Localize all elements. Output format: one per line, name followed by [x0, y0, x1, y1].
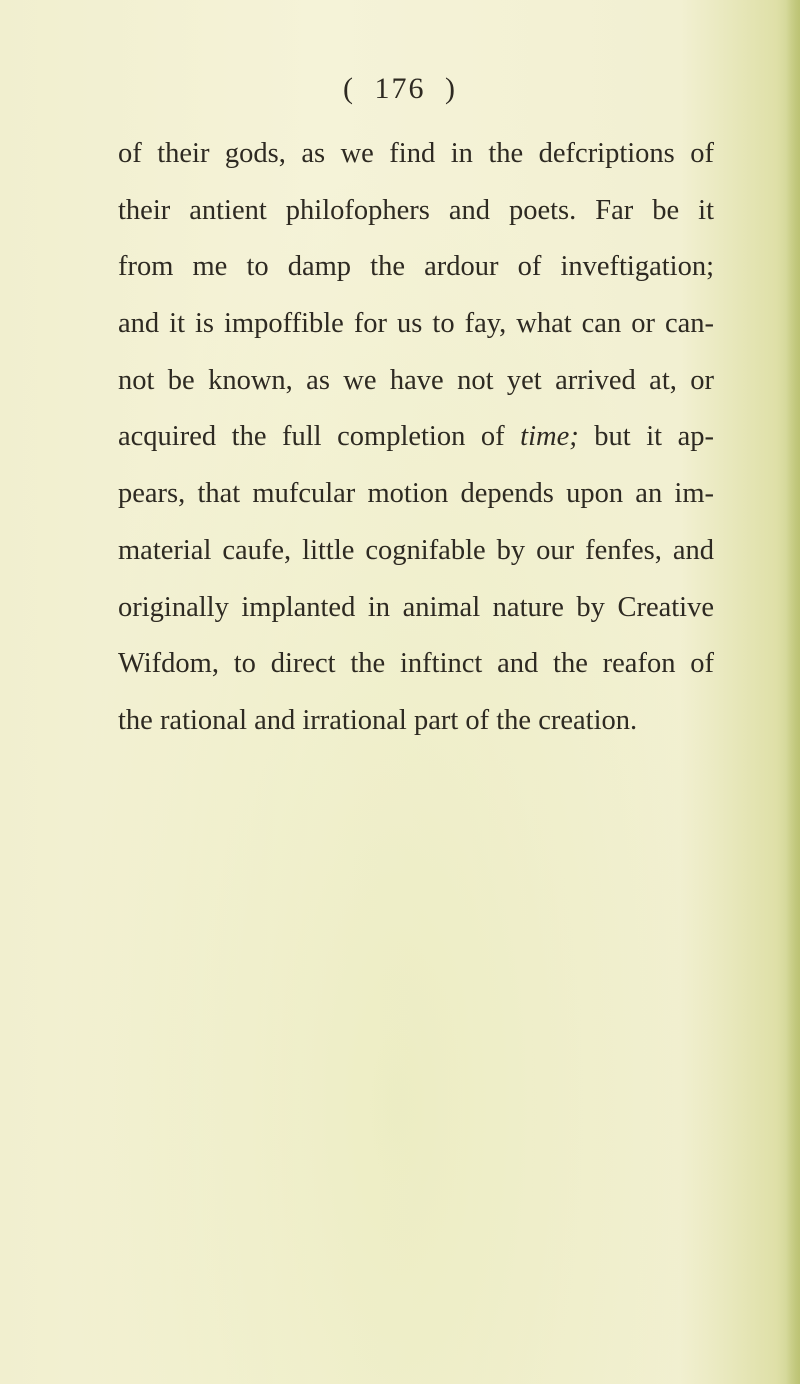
text-line-2: their antient philofophers and poets. Far be it	[118, 194, 714, 226]
text-line-4: and it is impoffible for us to fay, what can or can-	[118, 308, 714, 340]
text-line-10: Wifdom, to direct the inftinct and the reafon of	[118, 648, 714, 680]
text-line-1: of their gods, as we find in the defcriptions of	[118, 138, 714, 169]
body-paragraph	[118, 126, 714, 750]
text-line-7: pears, that mufcular motion depends upon an im-	[118, 478, 714, 510]
text-line-6-end: but it ap-	[578, 421, 714, 453]
text-line-11: the rational and irrational part of the creation.	[118, 704, 638, 736]
text-line-6-italic-word: time;	[520, 421, 579, 453]
page-edge-shadow	[786, 0, 800, 1384]
text-line-8: material caufe, little cognifable by our fenfes, and	[118, 534, 714, 566]
text-line-3: from me to damp the ardour of inveftigation;	[118, 251, 714, 283]
text-line-9: originally implanted in animal nature by Creative	[118, 591, 714, 623]
text-line-6-start: acquired the full completion of	[118, 421, 521, 453]
running-head-page-number: ( 176 )	[343, 72, 457, 105]
text-line-6	[118, 409, 714, 466]
text-line-5: not be known, as we have not yet arrived at, or	[118, 364, 714, 396]
